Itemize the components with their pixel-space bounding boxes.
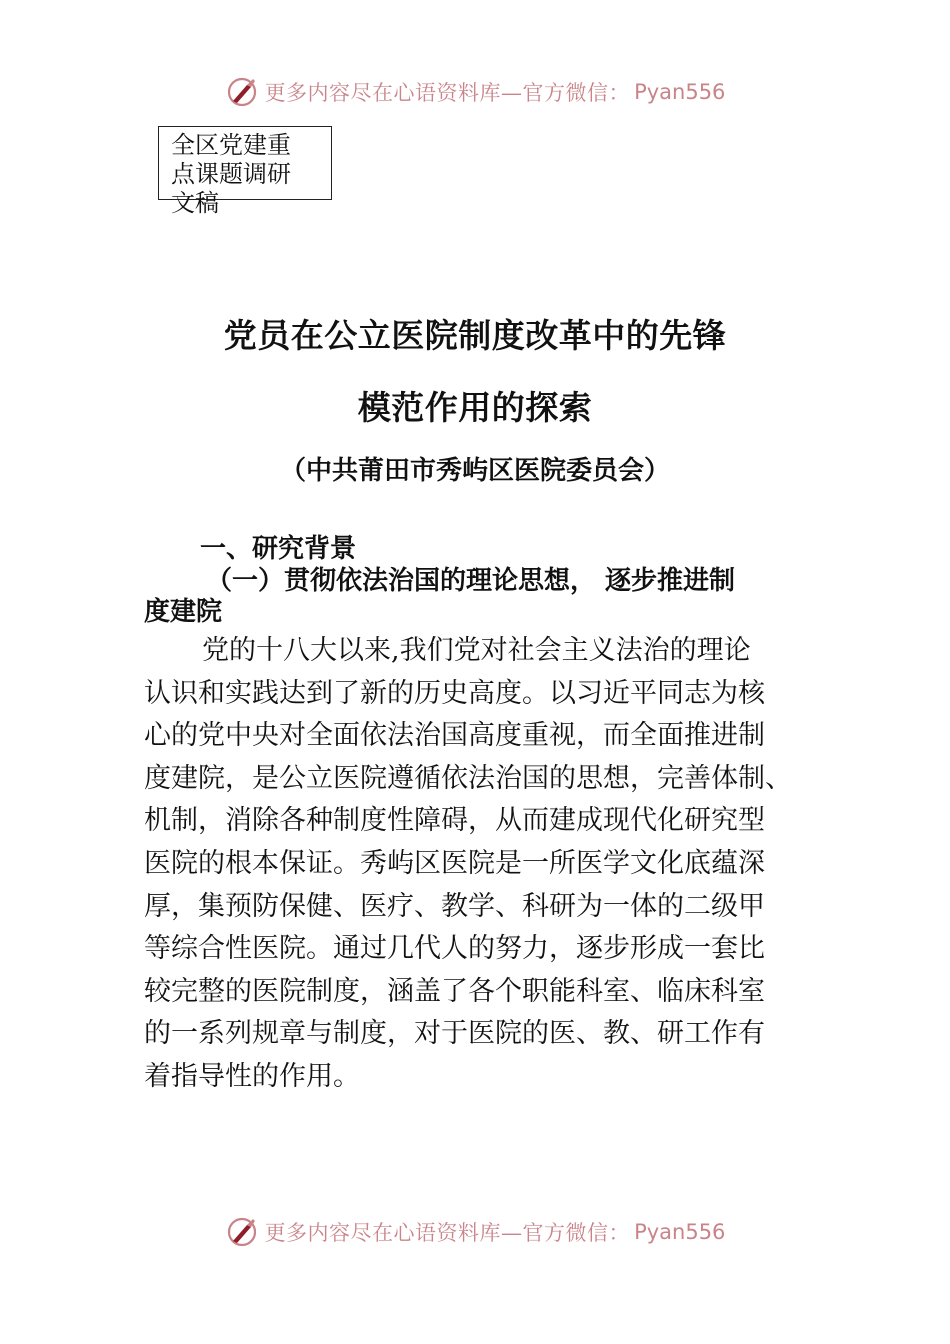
- paragraph-line: 的一系列规章与制度，对于医院的医、教、研工作有: [144, 1018, 765, 1050]
- tag-line: 文稿: [171, 189, 219, 217]
- paragraph-line: 厚，集预防保健、医疗、教学、科研为一体的二级甲: [144, 890, 765, 922]
- paragraph-line: 度建院，是公立医院遵循依法治国的思想，完善体制、: [144, 762, 792, 794]
- header-watermark: [0, 72, 950, 112]
- paragraph-line: 党的十八大以来,我们党对社会主义法治的理论: [202, 635, 751, 666]
- document-tag-box: [158, 126, 332, 217]
- body-paragraph: [144, 630, 816, 1099]
- footer-watermark: [0, 1212, 950, 1252]
- pen-logo-icon: [225, 75, 259, 109]
- subsection-heading: [144, 566, 814, 628]
- tag-line: 全区党建重: [171, 131, 291, 159]
- subsection-heading-line-1: （一）贯彻依法治国的理论思想， 逐步推进制: [206, 566, 736, 596]
- document-title-line-2: 模范作用的探索: [357, 388, 593, 427]
- paragraph-line: 着指导性的作用。: [144, 1060, 360, 1092]
- paragraph-line: 较完整的医院制度，涵盖了各个职能科室、临床科室: [144, 975, 765, 1007]
- subsection-heading-line-2: 度建院: [144, 597, 223, 627]
- watermark-text: 更多内容尽在心语资料库—官方微信：: [264, 81, 631, 105]
- watermark-wechat-id: Pyan556: [634, 80, 726, 104]
- pen-logo-icon: [225, 1215, 259, 1249]
- paragraph-line: 机制，消除各种制度性障碍，从而建成现代化研究型: [144, 805, 765, 837]
- paragraph-line: 等综合性医院。通过几代人的努力，逐步形成一套比: [144, 933, 765, 965]
- watermark-wechat-id: Pyan556: [634, 1220, 726, 1244]
- tag-line: 点课题调研: [171, 160, 291, 188]
- section-heading: 一、研究背景: [200, 534, 357, 564]
- paragraph-line: 认识和实践达到了新的历史高度。以习近平同志为核: [144, 677, 765, 709]
- document-title-line-1: 党员在公立医院制度改革中的先锋: [223, 316, 727, 355]
- document-author-org: （中共莆田市秀屿区医院委员会）: [279, 456, 670, 486]
- paragraph-line: 心的党中央对全面依法治国高度重视，而全面推进制: [144, 720, 765, 752]
- paragraph-line: 医院的根本保证。秀屿区医院是一所医学文化底蕴深: [144, 847, 765, 879]
- watermark-text: 更多内容尽在心语资料库—官方微信：: [264, 1221, 631, 1245]
